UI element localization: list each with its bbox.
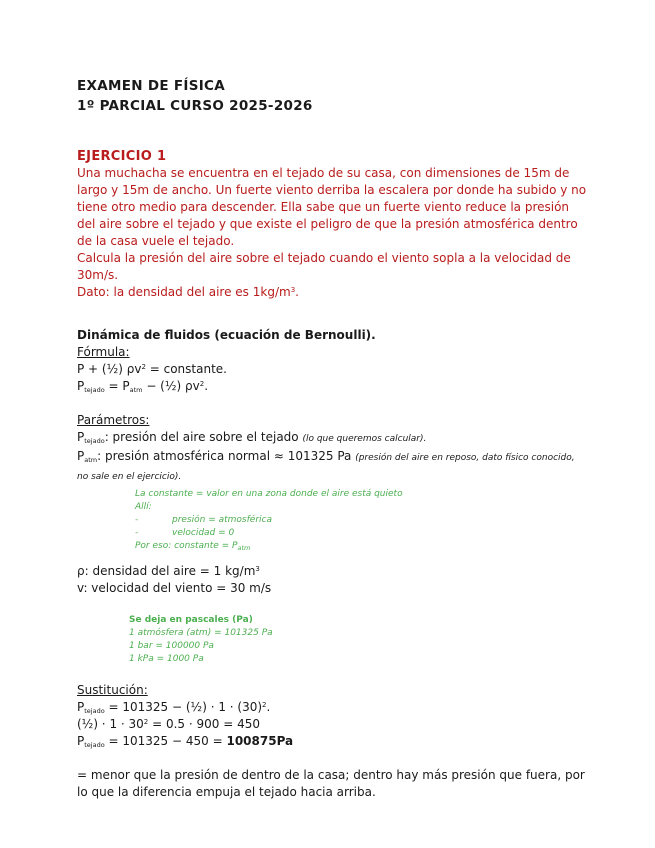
statement-data: Dato: la densidad del aire es $1kg/m^3$. xyxy=(77,285,299,299)
exercise-statement xyxy=(77,165,587,301)
units-note: Se deja en pascales (Pa) 1 atmósfera (atm) = 101325 Pa 1 bar = 100000 Pa 1 kPa = 1000 Pa xyxy=(129,615,273,664)
substitution-1: $P_{tejado} = 101325$ − (½) · $1 \cdot (30)^2$. xyxy=(77,700,271,715)
substitution-label: Sustitución: xyxy=(77,683,148,697)
statement-question: Calcula la presión del aire sobre el tejado cuando el viento sopla a la velocidad de 30m/s. xyxy=(77,251,571,282)
conclusion: = menor que la presión de dentro de la casa; dentro hay más presión que fuera, por lo que la diferencia empuja el tejado hacia arriba. xyxy=(77,768,585,799)
final-result: 100875Pa xyxy=(226,734,294,748)
substitution-3: $P_{tejado} = 101325 - 450 = 100875Pa$ xyxy=(77,734,294,749)
formula-2: $P_{tejado} = P_{atm}$ − (½) $\rho v^2$. xyxy=(77,379,209,394)
parameter-p-atm: $P_{atm}$: presión atmosférica normal ≈ 101325 Pa (presión del aire en reposo, dato físico conocido, no sale en el ejercicio). xyxy=(77,449,575,482)
exam-subtitle: 1º PARCIAL CURSO 2025-2026 xyxy=(77,98,313,114)
document-page xyxy=(77,76,587,801)
parameter-density: ρ: densidad del aire = 1 $kg/m^3$ xyxy=(77,564,260,578)
exercise-title: EJERCICIO 1 xyxy=(77,149,167,164)
parameters-label: Parámetros: xyxy=(77,413,150,427)
constant-note: La constante = valor en una zona donde el aire está quieto Allí: - presión = atmosférica - velocidad = 0 Por eso: constante = $P_{atm}$ xyxy=(135,489,403,552)
formula-1: P + (½) $\rho v^2$ = constante. xyxy=(77,362,227,376)
solution-heading: Dinámica de fluidos (ecuación de Bernoulli). xyxy=(77,328,376,342)
formula-label: Fórmula: xyxy=(77,345,130,359)
parameter-p-tejado: $P_{tejado}$: presión del aire sobre el tejado (lo que queremos calcular). xyxy=(77,430,427,445)
exam-title: EXAMEN DE FÍSICA xyxy=(77,78,226,94)
statement-paragraph: Una muchacha se encuentra en el tejado de su casa, con dimensiones de 15m de largo y 15m de ancho. Un fuerte viento derriba la escalera por donde ha subido y no tiene otro medio para descender. Ella sabe que un fuerte viento reduce la presión del aire sobre el tejado y que existe el peligro de que la presión atmosférica dentro de la casa vuele el tejado. xyxy=(77,166,587,248)
substitution-2: (½) · $1 \cdot 30^2 = 0.5 \cdot 900 = 450$ xyxy=(77,717,260,731)
parameter-velocity: v: velocidad del viento = 30 m/s xyxy=(77,581,272,595)
